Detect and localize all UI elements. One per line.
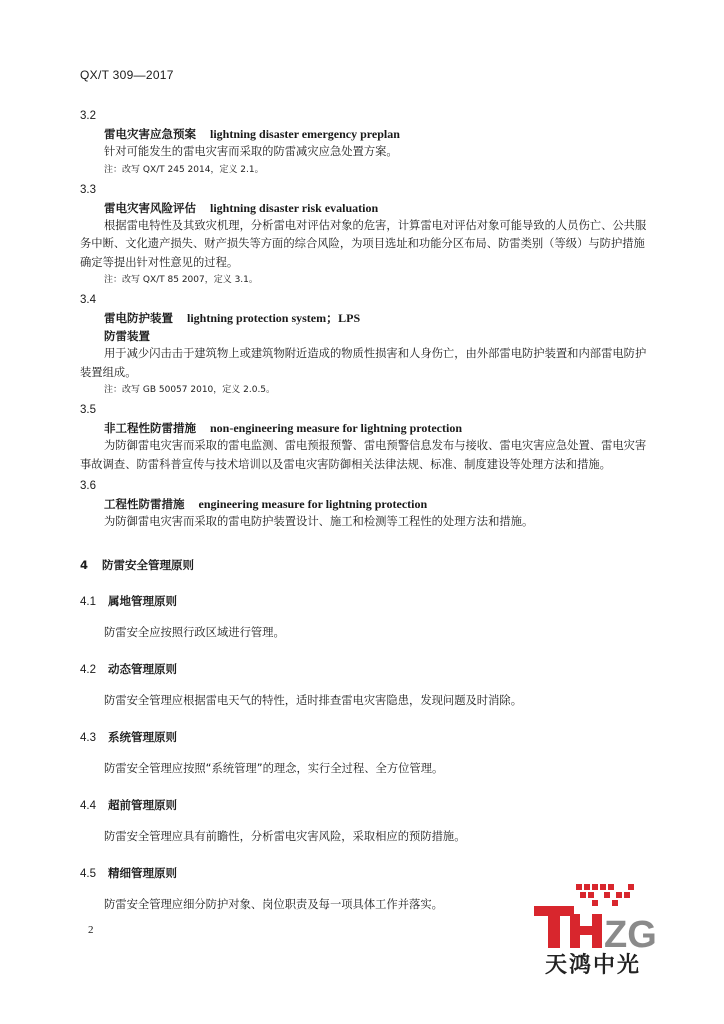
term-definition: 用于减少闪击击于建筑物上或建筑物附近造成的物质性损害和人身伤亡，由外部雷电防护装置和内部雷电防护装置组成。 <box>80 347 647 379</box>
document-body <box>80 104 650 914</box>
clause-number: 3.2 <box>80 110 96 122</box>
term-note: 注：改写 GB 50057 2010，定义 2.0.5。 <box>104 385 276 395</box>
section-title: 防雷安全管理原则 <box>102 557 195 572</box>
subsection-title: 精细管理原则 <box>108 865 177 880</box>
clause-number: 3.3 <box>80 183 96 196</box>
subsection-number: 4.4 <box>80 799 96 812</box>
term-cn: 非工程性防雷措施 <box>104 421 196 435</box>
term-definition: 为防御雷电灾害而采取的雷电防护装置设计、施工和检测等工程性的处理方法和措施。 <box>104 515 534 528</box>
watermark-logo-text: 天鸿中光 <box>545 953 642 978</box>
term-en: engineering measure for lightning protection <box>198 497 428 511</box>
document-code: QX/T 309—2017 <box>80 68 174 82</box>
term-en: lightning protection system；LPS <box>187 311 361 325</box>
term-cn: 雷电防护装置 <box>104 311 173 325</box>
section-number: 4 <box>80 557 89 572</box>
term-title <box>104 495 650 513</box>
clause-number: 3.5 <box>80 404 96 416</box>
subsection-heading <box>80 592 650 610</box>
clause-number: 3.4 <box>80 294 96 306</box>
term-note: 注：改写 QX/T 85 2007，定义 3.1。 <box>104 275 258 285</box>
subsection-heading <box>80 796 650 814</box>
subsection-number: 4.2 <box>80 663 96 676</box>
subsection-text: 防雷安全管理应细分防护对象、岗位职责及每一项具体工作并落实。 <box>104 897 443 911</box>
subsection-heading <box>80 864 650 882</box>
subsection-number: 4.3 <box>80 731 96 744</box>
subsection-heading <box>80 728 650 746</box>
term-en: lightning disaster emergency preplan <box>210 127 400 141</box>
term-title <box>104 419 650 437</box>
subsection-title: 动态管理原则 <box>108 661 177 676</box>
term-title <box>104 309 650 327</box>
term-cn: 雷电灾害应急预案 <box>104 127 196 141</box>
term-definition: 为防御雷电灾害而采取的雷电监测、雷电预报预警、雷电预警信息发布与接收、雷电灾害应急处置、雷电灾害事故调查、防雷科普宣传与技术培训以及雷电灾害防御相关法律法规、标准、制度建设等处理方法和措施。 <box>80 439 647 471</box>
subsection-title: 超前管理原则 <box>108 797 177 812</box>
svg-text:ZG: ZG <box>604 914 657 956</box>
term-definition: 根据雷电特性及其致灾机理，分析雷电对评估对象的危害，计算雷电对评估对象可能导致的人员伤亡、公共服务中断、文化遗产损失、财产损失等方面的综合风险，为项目选址和功能分区布局、防雷类别（等级）与防护措施确定等提出针对性意见的过程。 <box>80 218 647 269</box>
subsection-title: 属地管理原则 <box>108 593 177 608</box>
term-en: lightning disaster risk evaluation <box>210 200 379 215</box>
subsection-text: 防雷安全管理应按照“系统管理”的理念，实行全过程、全方位管理。 <box>104 761 444 775</box>
term-alternate: 防雷装置 <box>104 329 150 343</box>
subsection-number: 4.5 <box>80 867 96 880</box>
term-definition: 针对可能发生的雷电灾害而采取的防雷减灾应急处置方案。 <box>104 145 398 158</box>
term-title <box>104 199 650 217</box>
subsection-title: 系统管理原则 <box>108 729 177 744</box>
subsection-number: 4.1 <box>80 595 96 608</box>
subsection-heading <box>80 660 650 678</box>
term-title <box>104 125 650 143</box>
term-cn: 工程性防雷措施 <box>104 497 185 511</box>
term-cn: 雷电灾害风险评估 <box>104 200 196 215</box>
subsection-text: 防雷安全管理应具有前瞻性，分析雷电灾害风险，采取相应的预防措施。 <box>104 829 466 843</box>
term-note: 注：改写 QX/T 245 2014，定义 2.1。 <box>104 164 264 175</box>
term-en: non-engineering measure for lightning protection <box>210 421 462 435</box>
section-heading <box>80 556 650 574</box>
subsection-text: 防雷安全应按照行政区域进行管理。 <box>104 625 285 639</box>
clause-number: 3.6 <box>80 480 96 492</box>
subsection-text: 防雷安全管理应根据雷电天气的特性，适时排查雷电灾害隐患，发现问题及时消除。 <box>104 693 522 707</box>
page-number: 2 <box>88 924 94 936</box>
